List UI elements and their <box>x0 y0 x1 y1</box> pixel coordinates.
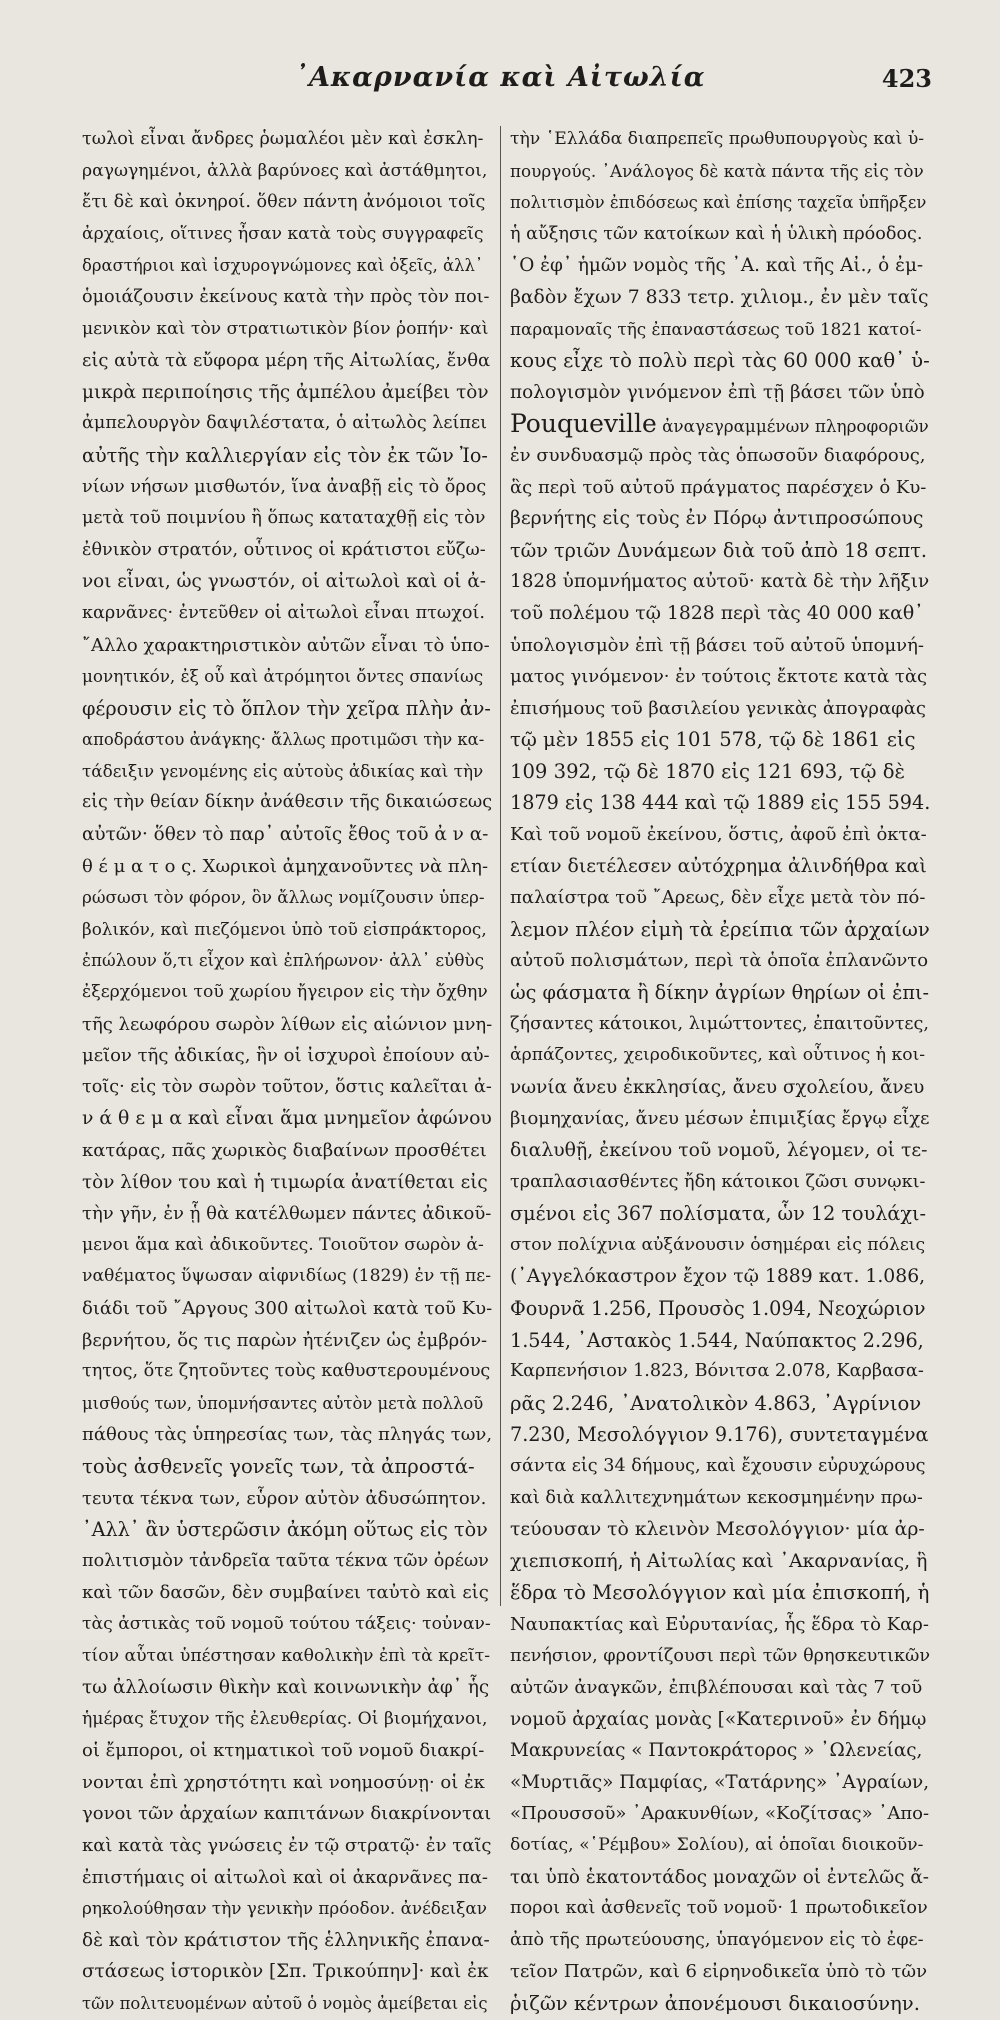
text-line: ἐπισήμους τοῦ βασιλείου γενικὰς ἀπογραφὰς <box>510 697 927 719</box>
text-line: τεῖον Πατρῶν, καὶ 6 εἰρηνοδικεῖα ὑπὸ τὸ τῶν <box>510 1961 928 1983</box>
text-line: ἀρχαίοις, οἵτινες ἦσαν κατὰ τοὺς συγγραφεῖς <box>82 223 484 244</box>
text-line: τοὺς ἀσθενεῖς γονεῖς των, τὰ ἀπροστά- <box>82 1454 475 1478</box>
text-line: Ναυπακτίας καὶ Εὐρυτανίας, ἧς ἕδρα τὸ Καρ- <box>510 1613 929 1635</box>
text-line: ν ά θ ε μ α καὶ εἶναι ἅμα μνημεῖον ἀφώνου <box>82 1108 492 1130</box>
text-line: μεῖον τῆς ἀδικίας, ἣν οἱ ἰσχυροὶ ἐποίουν αὐ- <box>82 1045 490 1067</box>
text-line: τὴν γῆν, ἐν ᾗ θὰ κατέλθωμεν πάντες ἀδικοῦ- <box>82 1203 492 1225</box>
text-line: ἐπιστήμαις οἱ αἰτωλοὶ καὶ οἱ ἀκαρνᾶνες πα- <box>82 1866 488 1888</box>
text-line: Φουρνᾶ 1.256, Προυσὸς 1.094, Νεοχώριον <box>510 1296 926 1320</box>
text-line: νομοῦ ἀρχαίας μονὰς [«Κατερινοῦ» ἐν δήμῳ <box>510 1708 927 1730</box>
text-line: γονοι τῶν ἀρχαίων καπιτάνων διακρίνονται <box>82 1803 492 1825</box>
text-line: αὐτοῦ πολισμάτων, περὶ τὰ ὁποῖα ἐπλανῶντο <box>510 950 929 972</box>
text-line: Μακρυνείας « Παντοκράτορος » ᾿Ωλενείας, <box>510 1740 923 1762</box>
text-line: «Προυσσοῦ» ᾿Αρακυνθίων, «Κοζίτσας» ᾿Απο- <box>510 1803 930 1825</box>
text-line: διάδι τοῦ ῎Αργους 300 αἰτωλοὶ κατὰ τοῦ Κυ- <box>82 1297 492 1319</box>
text-line: εἰς αὐτὰ τὰ εὔφορα μέρη τῆς Αἰτωλίας, ἔνθα <box>82 350 491 372</box>
text-line: ὡς φάσματα ἢ δίκην ἀγρίων θηρίων οἱ ἐπι- <box>510 981 929 1005</box>
text-line: ται ὑπὸ ἑκατοντάδος μοναχῶν οἱ ἐντελῶς ἄ- <box>510 1866 930 1888</box>
text-line: λεμον πλέον εἰμὴ τὰ ἐρείπια τῶν ἀρχαίων <box>510 917 930 941</box>
right-column <box>510 124 930 2020</box>
text-line: ζήσαντες κάτοικοι, λιμώττοντες, ἐπαιτοῦντες, <box>510 1013 929 1034</box>
text-line: ὁμοιάζουσιν ἐκείνους κατὰ τὴν πρὸς τὸν ποι- <box>82 286 490 307</box>
left-column <box>82 124 492 2020</box>
text-line: τοῖς· εἰς τὸν σωρὸν τοῦτον, ὅστις καλεῖται ἀ- <box>82 1076 492 1097</box>
text-line: ῾Ο ἐφ᾿ ἡμῶν νομὸς τῆς ᾿Α. καὶ τῆς Αἰ., ὁ ἐμ- <box>510 255 924 277</box>
text-line: ματος γινόμενον· ἐν τούτοις ἔκτοτε κατὰ τὰς <box>510 666 928 688</box>
text-line: ᾿Αλλ᾿ ἂν ὑστερῶσιν ἀκόμη οὕτως εἰς τὸν <box>82 1518 488 1542</box>
text-line: μενοι ἅμα καὶ ἀδικοῦντες. Τοιοῦτον σωρὸν ἀ- <box>82 1234 484 1255</box>
text-line: (᾿Αγγελόκαστρον ἔχον τῷ 1889 κατ. 1.086, <box>510 1266 926 1288</box>
text-line: τω ἀλλοίωσιν θὶκὴν καὶ κοινωνικὴν ἀφ᾿ ἧς <box>82 1677 490 1699</box>
text-line: «Μυρτιᾶς» Παμφίας, «Τατάρνης» ᾿Αγραίων, <box>510 1771 930 1793</box>
text-line: βερνήτου, ὅς τις παρὼν ἠτένιζεν ὡς ἐμβρόν- <box>82 1329 488 1351</box>
text-line: καὶ τῶν δασῶν, δὲν συμβαίνει ταὐτὸ καὶ εἰς <box>82 1582 489 1604</box>
text-line: στάσεως ἱστορικὸν [Σπ. Τρικούπην]· καὶ ἐκ <box>82 1961 489 1983</box>
text-line: μετὰ τοῦ ποιμνίου ἢ ὅπως καταταχθῇ εἰς τὸν <box>82 508 486 529</box>
text-line: Pouqueville ἀναγεγραμμένων πληροφοριῶν <box>510 409 929 439</box>
text-line: 109 392, τῷ δὲ 1870 εἰς 121 693, τῷ δὲ <box>510 759 906 783</box>
text-line: σμένοι εἰς 367 πολίσματα, ὧν 12 τουλάχι- <box>510 1202 927 1226</box>
text-line: τητος, ὅτε ζητοῦντες τοὺς καθυστερουμένους <box>82 1361 491 1382</box>
text-line: δὲ καὶ τὸν κράτιστον τῆς ἑλληνικῆς ἐπανα- <box>82 1929 490 1951</box>
text-line: αὐτῶν· ὅθεν τὸ παρ᾿ αὐτοῖς ἔθος τοῦ ἀ ν α- <box>82 824 489 846</box>
text-line: τραπλασιασθέντες ἤδη κάτοικοι ζῶσι συνῳκι- <box>510 1171 926 1192</box>
text-line: ἕδρα τὸ Μεσολόγγιον καὶ μία ἐπισκοπή, ἡ <box>510 1581 930 1605</box>
text-line: καὶ διὰ καλλιτεχνημάτων κεκοσμημένην πρω- <box>510 1487 923 1508</box>
text-line: βολικόν, καὶ πιεζόμενοι ὑπὸ τοῦ εἰσπράκτορος, <box>82 918 487 939</box>
text-line: ῎Αλλο χαρακτηριστικὸν αὐτῶν εἶναι τὸ ὑπο- <box>82 634 490 656</box>
text-line: ἀπὸ τῆς πρωτεύουσης, ὑπαγόμενον εἰς τὸ ἐφε- <box>510 1929 924 1950</box>
text-line: οἱ ἔμποροι, οἱ κτηματικοὶ τοῦ νομοῦ διακρί- <box>82 1740 485 1762</box>
text-line: πολογισμὸν γινόμενον ἐπὶ τῇ βάσει τῶν ὑπὸ <box>510 381 925 403</box>
text-line: ῥιζῶν κέντρων ἀπονέμουσι δικαιοσύνην. <box>510 1992 920 2016</box>
text-line: καὶ κατὰ τὰς γνώσεις ἐν τῷ στρατῷ· ἐν ταῖς <box>82 1835 492 1857</box>
text-line: ἐθνικὸν στρατόν, οὗτινος οἱ κράτιστοι εὔζω- <box>82 539 486 560</box>
text-line: καρνᾶνες· ἐντεῦθεν οἱ αἰτωλοὶ εἶναι πτωχοί. <box>82 602 485 623</box>
text-line: ἐξερχόμενοι τοῦ χωρίου ἤγειρον εἰς τὴν ὄχθην <box>82 982 488 1003</box>
text-line: πολιτισμὸν τἀνδρεῖα ταῦτα τέκνα τῶν ὀρέων <box>82 1550 489 1571</box>
text-line: πολιτισμὸν ἐπιδόσεως καὶ ἐπίσης ταχεῖα ὑπῆρξεν <box>510 193 927 213</box>
text-line: ραγωγημένοι, ἀλλὰ βαρύνοες καὶ ἀστάθμητοι, <box>82 160 488 181</box>
text-line: παλαίστρα τοῦ ῎Αρεως, δὲν εἶχε μετὰ τὸν πό- <box>510 887 926 909</box>
text-line: τὸν λίθον του καὶ ἡ τιμωρία ἀνατίθεται εἰς <box>82 1171 488 1193</box>
text-line: ρᾶς 2.246, ᾿Ανατολικὸν 4.863, ᾿Αγρίνιον <box>510 1391 922 1415</box>
text-line: πουργούς. ᾿Ανάλογος δὲ κατὰ πάντα τῆς εἰς τὸν <box>510 160 924 181</box>
text-line: νοι εἶναι, ὡς γνωστόν, οἱ αἰτωλοὶ καὶ οἱ ἀ- <box>82 571 486 593</box>
text-line: ρώσωσι τὸν φόρον, ὃν ἄλλως νομίζουσιν ὑπερ- <box>82 887 485 908</box>
text-line: τωλοὶ εἶναι ἄνδρες ῥωμαλέοι μὲν καὶ ἐσκλη- <box>82 129 484 149</box>
column-divider <box>500 126 501 1606</box>
text-line: διαλυθῇ, ἐκείνου τοῦ νομοῦ, λέγομεν, οἱ τε- <box>510 1140 928 1161</box>
text-line: παραμοναῖς τῆς ἐπαναστάσεως τοῦ 1821 κατοί- <box>510 318 922 339</box>
text-line: τὴν ῾Ελλάδα διαπρεπεῖς πρωθυπουργοὺς καὶ ὑ- <box>510 129 925 149</box>
text-line: ἀμπελουργὸν δαψιλέστατα, ὁ αἰτωλὸς λείπει <box>82 413 487 434</box>
text-line: τῶν τριῶν Δυνάμεων διὰ τοῦ ἀπὸ 18 σεπτ. <box>510 538 927 562</box>
text-line: τευτα τέκνα των, εὗρον αὐτὸν ἀδυσώπητον. <box>82 1487 487 1509</box>
text-line: τῷ μὲν 1855 εἰς 101 578, τῷ δὲ 1861 εἰς <box>510 728 916 752</box>
text-line: τεύουσαν τὸ κλεινὸν Μεσολόγγιον· μία ἀρ- <box>510 1519 925 1541</box>
text-line: εἰς τὴν θείαν δίκην ἀνάθεσιν τῆς δικαιώσεως <box>82 792 492 813</box>
text-line: ρηκολούθησαν τὴν γενικὴν πρόοδον. ἀνέδειξαν <box>82 1898 487 1919</box>
text-line: αποδράστου ἀνάγκης· ἄλλως προτιμῶσι τὴν κα- <box>82 730 485 750</box>
text-line: 7.230, Μεσολόγγιον 9.176), συντεταγμένα <box>510 1423 929 1447</box>
text-line: 1879 εἰς 138 444 καὶ τῷ 1889 εἰς 155 594. <box>510 791 930 815</box>
text-line: νίων νήσων μισθωτόν, ἵνα ἀναβῇ εἰς τὸ ὄρος <box>82 476 487 497</box>
text-line: ἃς περὶ τοῦ αὐτοῦ πράγματος παρέσχεν ὁ Κυ- <box>510 476 927 498</box>
text-line: ἡμέρας ἔτυχον τῆς ἐλευθερίας. Οἱ βιομήχανοι, <box>82 1708 488 1729</box>
text-line: νονται ἐπὶ χρηστότητι καὶ νοημοσύνῃ· οἱ ἐκ <box>82 1771 485 1793</box>
text-line: ἡ αὔξησις τῶν κατοίκων καὶ ἡ ὑλικὴ πρόοδος. <box>510 223 923 244</box>
text-line: δραστήριοι καὶ ἰσχυρογνώμονες καὶ ὀξεῖς, ἀλλ᾿ <box>82 256 484 276</box>
text-line: στον πολίχνια αὐξάνουσιν ὁσημέραι εἰς πόλεις <box>510 1234 926 1255</box>
running-title: ᾿Ακαρνανία καὶ Αἰτωλία <box>294 62 706 93</box>
text-line: αὐτῶν ἀναγκῶν, ἐπιβλέπουσαι καὶ τὰς 7 τοῦ <box>510 1677 923 1699</box>
text-line: πενήσιον, φροντίζουσι περὶ τῶν θρησκευτικῶν <box>510 1645 930 1666</box>
latin-name: Pouqueville <box>510 409 657 439</box>
text-line: ετίαν διετέλεσεν αὐτόχρημα ἀλινδήθρα καὶ <box>510 855 927 877</box>
text-line: μισθούς των, ὑπομνήσαντες αὐτὸν μετὰ πολλοῦ <box>82 1393 484 1413</box>
text-line: ναθέματος ὕψωσαν αἰφνιδίως (1829) ἐν τῇ πε- <box>82 1266 492 1287</box>
text-line: αὐτῆς τὴν καλλιεργίαν εἰς τὸν ἐκ τῶν Ἰο- <box>82 443 488 467</box>
text-line: ἁρπάζοντες, χειροδικοῦντες, καὶ οὗτινος ἡ κοι- <box>510 1045 926 1066</box>
text-line: δοτίας, «῾Ρέμβου» Σολίου), αἱ ὁποῖαι διοικοῦν- <box>510 1835 924 1856</box>
text-line: πάθους τὰς ὑπηρεσίας των, τὰς πληγάς των, <box>82 1424 492 1446</box>
text-line: μονητικόν, ἐξ οὗ καὶ ἀτρόμητοι ὄντες σπανίως <box>82 666 484 687</box>
text-line: ἐπώλουν ὅ,τι εἶχον καὶ ἐπλήρωνον· ἀλλ᾿ εὐθὺς <box>82 950 485 971</box>
text-line: Καρπενήσιον 1.823, Βόνιτσα 2.078, Καρβασα- <box>510 1361 924 1382</box>
text-line: ἔτι δὲ καὶ ὀκνηροί. ὅθεν πάντη ἀνόμοιοι τοῖς <box>82 192 486 213</box>
text-line: κους εἶχε τὸ πολὺ περὶ τὰς 60 000 καθ᾿ ὑ- <box>510 349 930 373</box>
text-line: ὑπολογισμὸν ἐπὶ τῇ βάσει τοῦ αὐτοῦ ὑπομνή- <box>510 634 924 656</box>
text-line: 1.544, ᾿Αστακὸς 1.544, Ναύπακτος 2.296, <box>510 1328 924 1352</box>
text-line: τῆς λεωφόρου σωρὸν λίθων εἰς αἰώνιον μνη- <box>82 1013 492 1035</box>
text-line: μικρὰ περιποίησις τῆς ἀμπέλου ἀμείβει τὸν <box>82 381 489 403</box>
text-line: μενικὸν καὶ τὸν στρατιωτικὸν βίον ῥοπήν· καὶ <box>82 318 489 339</box>
text-line: ποροι καὶ ἀσθενεῖς τοῦ νομοῦ· 1 πρωτοδικεῖον <box>510 1898 928 1919</box>
text-line: τίον αὗται ὑπέστησαν καθολικὴν ἐπὶ τὰ κρεῖτ- <box>82 1645 491 1666</box>
text-line: κατάρας, πᾶς χωρικὸς διαβαίνων προσθέτει <box>82 1140 487 1161</box>
text-line: τάδειξιν γενομένης εἰς αὐτοὺς ἀδικίας καὶ τὴν <box>82 760 484 781</box>
page-header <box>0 62 1000 102</box>
text-line: βερνήτης εἰς τοὺς ἐν Πόρῳ ἀντιπροσώπους <box>510 508 924 530</box>
text-line: βαδὸν ἔχων 7 833 τετρ. χιλιομ., ἐν μὲν ταῖς <box>510 286 929 308</box>
text-line: βιομηχανίας, ἄνευ μέσων ἐπιμιξίας ἔργῳ εἶχε <box>510 1108 930 1130</box>
text-line: φέρουσιν εἰς τὸ ὅπλον τὴν χεῖρα πλὴν ἀν- <box>82 696 491 720</box>
text-line: 1828 ὑπομνήματος αὐτοῦ· κατὰ δὲ τὴν λῆξιν <box>510 571 930 593</box>
text-line: ἐν συνδυασμῷ πρὸς τὰς ὁπωσοῦν διαφόρους, <box>510 444 926 466</box>
text-line: σάντα εἰς 34 δήμους, καὶ ἔχουσιν εὐρυχώρους <box>510 1455 926 1476</box>
text-line: τὰς ἀστικὰς τοῦ νομοῦ τούτου τάξεις· τοὐναν- <box>82 1613 491 1634</box>
text-line: νωνία ἄνευ ἐκκλησίας, ἄνευ σχολείου, ἄνευ <box>510 1076 925 1098</box>
text-line: τοῦ πολέμου τῷ 1828 περὶ τὰς 40 000 καθ᾿ <box>510 602 924 624</box>
text-line: Καὶ τοῦ νομοῦ ἐκείνου, ὅστις, ἀφοῦ ἐπὶ ὀκτα- <box>510 824 927 846</box>
text-line: θ έ μ α τ ο ς. Χωρικοὶ ἀμηχανοῦντες νὰ πλη- <box>82 855 489 877</box>
text-line: τῶν πολιτευομένων αὐτοῦ ὁ νομὸς ἀμείβεται εἰς <box>82 1994 488 2014</box>
text-line: χιεπισκοπή, ἡ Αἰτωλίας καὶ ᾿Ακαρνανίας, ἣ <box>510 1550 928 1572</box>
page-number: 423 <box>881 64 932 93</box>
